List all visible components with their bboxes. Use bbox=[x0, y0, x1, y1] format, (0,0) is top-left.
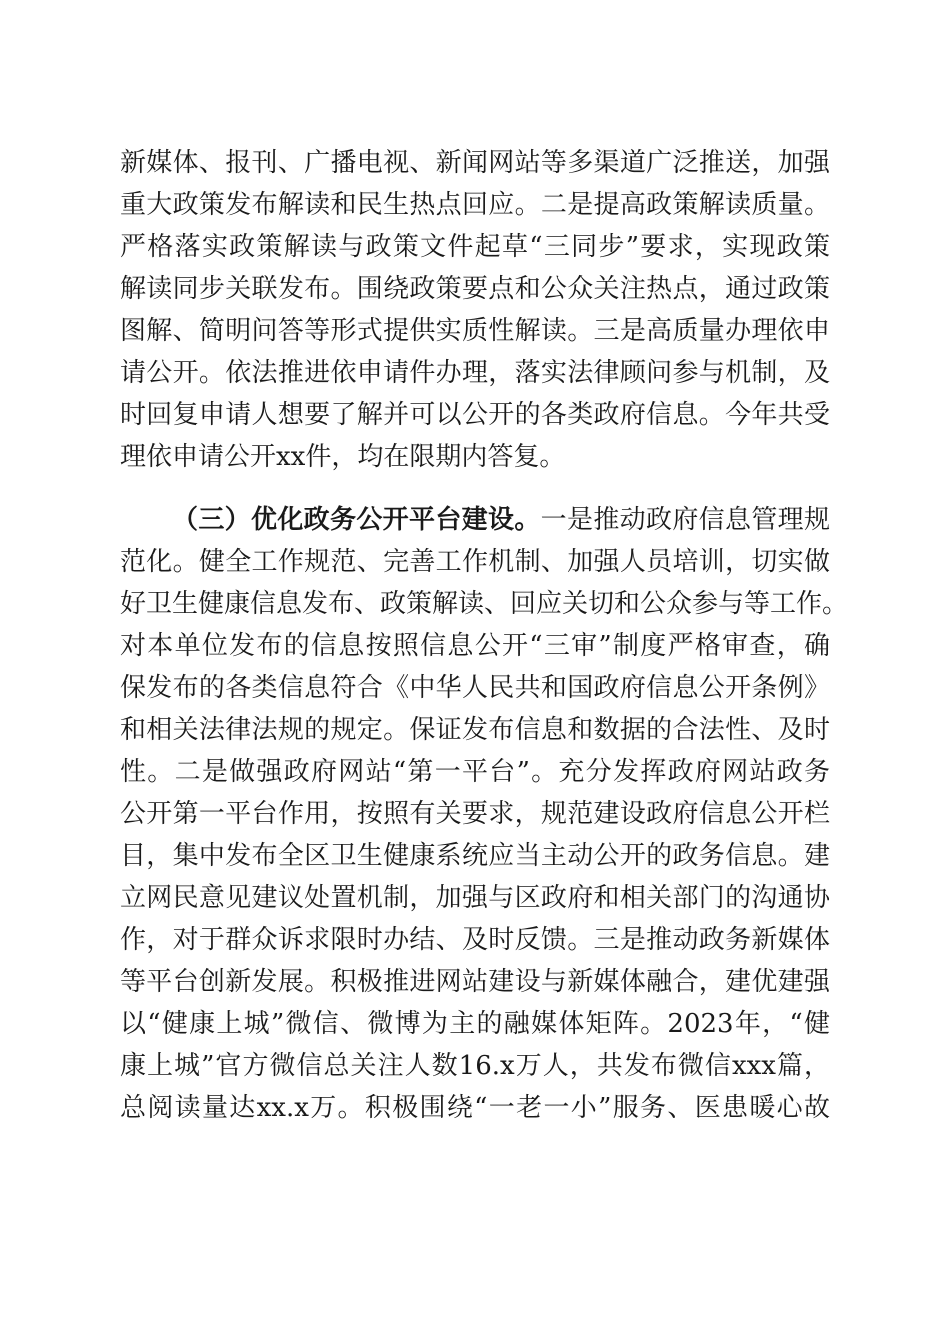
paragraph-line: 作，对于群众诉求限时办结、及时反馈。三是推动政务新媒体 bbox=[120, 925, 830, 955]
paragraph-line: 目，集中发布全区卫生健康系统应当主动公开的政务信息。建 bbox=[120, 841, 830, 871]
section-heading: （三）优化政务公开平台建设。 bbox=[172, 505, 541, 535]
paragraph-line: 总阅读量达xx.x万。积极围绕“一老一小”服务、医患暖心故 bbox=[120, 1093, 830, 1123]
section-heading-rest: 一是推动政府信息管理规 bbox=[540, 505, 830, 535]
paragraph-line: 时回复申请人想要了解并可以公开的各类政府信息。今年共受 bbox=[120, 400, 830, 430]
paragraph-line: 立网民意见建议处置机制，加强与区政府和相关部门的沟通协 bbox=[120, 883, 830, 913]
paragraph-line: 解读同步关联发布。围绕政策要点和公众关注热点，通过政策 bbox=[120, 274, 830, 304]
paragraph-line: 请公开。依法推进依申请件办理，落实法律顾问参与机制，及 bbox=[120, 358, 830, 388]
paragraph-line: 新媒体、报刊、广播电视、新闻网站等多渠道广泛推送，加强 bbox=[120, 148, 830, 178]
paragraph-line: 严格落实政策解读与政策文件起草“三同步”要求，实现政策 bbox=[120, 232, 830, 262]
paragraph-line: 图解、简明问答等形式提供实质性解读。三是高质量办理依申 bbox=[120, 316, 830, 346]
paragraph-line: 重大政策发布解读和民生热点回应。二是提高政策解读质量。 bbox=[120, 190, 830, 220]
paragraph-line: 范化。健全工作规范、完善工作机制、加强人员培训，切实做 bbox=[120, 547, 830, 577]
paragraph-line: 公开第一平台作用，按照有关要求，规范建设政府信息公开栏 bbox=[120, 799, 830, 829]
section-heading-line bbox=[172, 500, 830, 540]
paragraph-line: 性。二是做强政府网站“第一平台”。充分发挥政府网站政务 bbox=[120, 757, 830, 787]
paragraph-line: 康上城”官方微信总关注人数16.x万人，共发布微信xxx篇， bbox=[120, 1051, 830, 1081]
paragraph-line: 保发布的各类信息符合《中华人民共和国政府信息公开条例》 bbox=[120, 673, 830, 703]
paragraph-line: 等平台创新发展。积极推进网站建设与新媒体融合，建优建强 bbox=[120, 967, 830, 997]
paragraph-line: 好卫生健康信息发布、政策解读、回应关切和公众参与等工作。 bbox=[120, 589, 849, 619]
paragraph-line: 以“健康上城”微信、微博为主的融媒体矩阵。2023年，“健 bbox=[120, 1009, 830, 1039]
paragraph-line: 理依申请公开xx件，均在限期内答复。 bbox=[120, 442, 566, 472]
paragraph-line: 和相关法律法规的规定。保证发布信息和数据的合法性、及时 bbox=[120, 715, 830, 745]
paragraph-line: 对本单位发布的信息按照信息公开“三审”制度严格审查，确 bbox=[120, 631, 830, 661]
